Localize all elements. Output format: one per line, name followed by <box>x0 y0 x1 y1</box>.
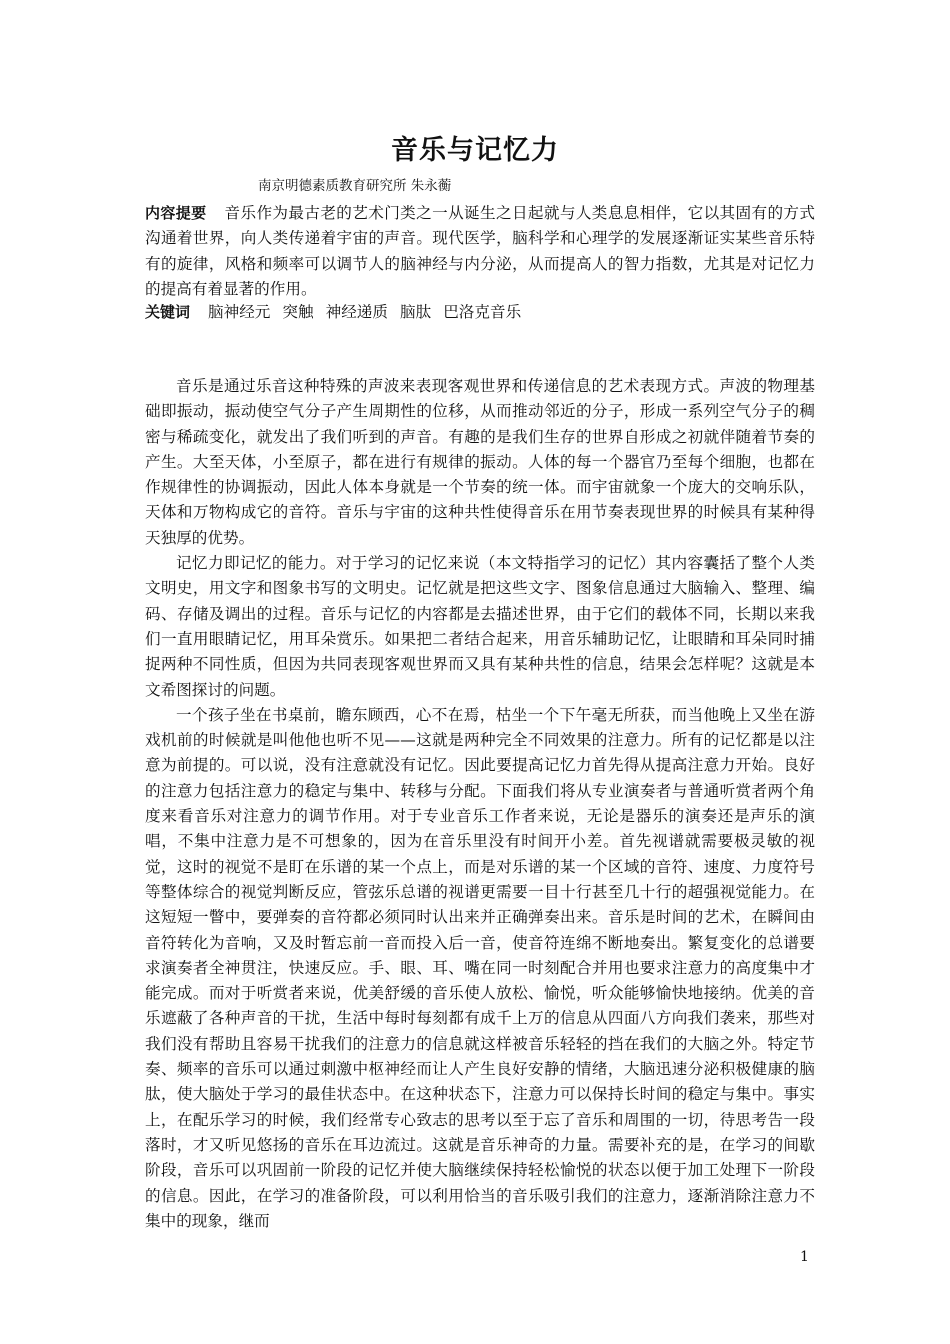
page-number: 1 <box>800 1249 809 1265</box>
keywords <box>145 300 815 325</box>
keyword: 突触 <box>282 303 314 321</box>
body-paragraph: 音乐是通过乐音这种特殊的声波来表现客观世界和传递信息的艺术表现方式。声波的物理基础即振动，振动使空气分子产生周期性的位移，从而推动邻近的分子，形成一系列空气分子的稠密与稀疏变化，就发出了我们听到的声音。有趣的是我们生存的世界自形成之初就伴随着节奏的产生。大至天体，小至原子，都在进行有规律的振动。人体的每一个器官乃至每个细胞，也都在作规律性的协调振动，因此人体本身就是一个节奏的统一体。而宇宙就象一个庞大的交响乐队，天体和万物构成它的音符。音乐与宇宙的这种共性使得音乐在用节奏表现世界的时候具有某种得天独厚的优势。 <box>145 377 815 547</box>
keyword: 巴洛克音乐 <box>443 303 522 321</box>
body-text <box>145 374 815 1234</box>
keyword: 神经递质 <box>325 303 388 321</box>
body-paragraph: 一个孩子坐在书桌前，瞻东顾西，心不在焉，枯坐一个下午毫无所获，而当他晚上又坐在游戏机前的时候就是叫他他也听不见——这就是两种完全不同效果的注意力。所有的记忆都是以注意为前提的。可以说，没有注意就没有记忆。因此要提高记忆力首先得从提高注意力开始。良好的注意力包括注意力的稳定与集中、转移与分配。下面我们将从专业演奏者与普通听赏者两个角度来看音乐对注意力的调节作用。对于专业音乐工作者来说，无论是器乐的演奏还是声乐的演唱，不集中注意力是不可想象的，因为在音乐里没有时间开小差。首先视谱就需要极灵敏的视觉，这时的视觉不是盯在乐谱的某一个点上，而是对乐谱的某一个区域的音符、速度、力度符号等整体综合的视觉判断反应，管弦乐总谱的视谱更需要一目十行甚至几十行的超强视觉能力。在这短短一瞥中，要弹奏的音符都必须同时认出来并正确弹奏出来。音乐是时间的艺术，在瞬间由音符转化为音响，又及时暂忘前一音而投入后一音，使音符连绵不断地奏出。繁复变化的总谱要求演奏者全神贯注，快速反应。手、眼、耳、嘴在同一时刻配合并用也要求注意力的高度集中才能完成。而对于听赏者来说，优美舒缓的音乐使人放松、愉悦，听众能够愉快地接纳。优美的音乐遮蔽了各种声音的干扰，生活中每时每刻都有成千上万的信息从四面八方向我们袭来，那些对我们没有帮助且容易干扰我们的注意力的信息就这样被音乐轻轻的挡在我们的大脑之外。特定节奏、频率的音乐可以通过刺激中枢神经而让人产生良好安静的情绪，大脑迅速分泌积极健康的脑肽，使大脑处于学习的最佳状态中。在这种状态下，注意力可以保持长时间的稳定与集中。事实上，在配乐学习的时候，我们经常专心致志的思考以至于忘了音乐和周围的一切，待思考告一段落时，才又听见悠扬的音乐在耳边流过。这就是音乐神奇的力量。需要补充的是，在学习的间歇阶段，音乐可以巩固前一阶段的记忆并使大脑继续保持轻松愉悦的状态以便于加工处理下一阶段的信息。因此，在学习的准备阶段，可以利用恰当的音乐吸引我们的注意力，逐渐消除注意力不集中的现象，继而 <box>145 705 815 1230</box>
abstract <box>145 201 815 302</box>
body-paragraph: 记忆力即记忆的能力。对于学习的记忆来说（本文特指学习的记忆）其内容囊括了整个人类文明史，用文字和图象书写的文明史。记忆就是把这些文字、图象信息通过大脑输入、整理、编码、存储及调出的过程。音乐与记忆的内容都是去描述世界，由于它们的载体不同，长期以来我们一直用眼睛记忆，用耳朵赏乐。如果把二者结合起来，用音乐辅助记忆，让眼睛和耳朵同时捕捉两种不同性质，但因为共同表现客观世界而又具有某种共性的信息，结果会怎样呢？这就是本文希图探讨的问题。 <box>145 554 815 699</box>
abstract-text: 音乐作为最古老的艺术门类之一从诞生之日起就与人类息息相伴，它以其固有的方式沟通着世界，向人类传递着宇宙的声音。现代医学，脑科学和心理学的发展逐渐证实某些音乐特有的旋律，风格和频率可以调节人的脑神经与内分泌，从而提高人的智力指数，尤其是对记忆力的提高有着显著的作用。 <box>145 204 815 298</box>
keyword: 脑神经元 <box>208 303 271 321</box>
page-title: 音乐与记忆力 <box>391 135 559 166</box>
abstract-label: 内容提要 <box>145 204 207 222</box>
author-line: 南京明德素质教育研究所 朱永蘅 <box>258 178 452 194</box>
keyword: 脑肽 <box>400 303 432 321</box>
keywords-label: 关键词 <box>145 303 191 321</box>
